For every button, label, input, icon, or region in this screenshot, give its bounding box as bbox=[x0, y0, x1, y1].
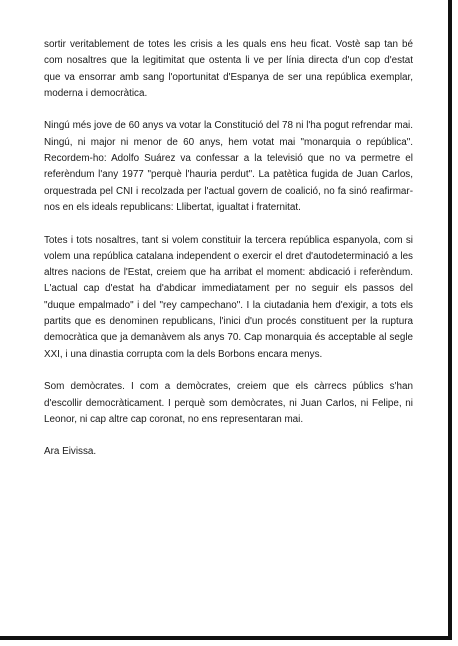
document-body bbox=[44, 37, 413, 461]
signature-line: Ara Eivissa. bbox=[44, 446, 97, 458]
paragraph-2: Ningú més jove de 60 anys va votar la Constitució del 78 ni l'ha pogut refrendar mai. Ningú, ni major ni menor de 60 anys, hem votat mai "monarquia o república". Recordem-ho: Adolfo Suárez va confessar a la televisió que no va permetre el referèndum l'any 1977 "perquè l'hauria perdut". La patètica fugida de Juan Carlos, orquestrada pel CNI i recolzada per l'actual govern de coalició, no fa sinó reafirmar-nos en els ideals republicans: Llibertat, igualtat i fraternitat. bbox=[44, 120, 413, 213]
paragraph-4: Som demòcrates. I com a demòcrates, creiem que els càrrecs públics s'han d'escollir democràticament. I perquè som demòcrates, ni Juan Carlos, ni Felipe, ni Leonor, ni cap altre cap coronat, no ens representaran mai. bbox=[44, 381, 413, 425]
paragraph-3: Totes i tots nosaltres, tant si volem constituir la tercera república espanyola, com si volem una república catalana independent o exercir el dret d'autodeterminació a les altres nacions de l'Estat, creiem que ha arribat el moment: abdicació i referèndum. L'actual cap d'estat ha d'abdicar immediatament per no seguir els passos del "duque empalmado" i del "rey campechano". I la ciutadania hem d'exigir, a tots els partits que es denominen republicans, l'inici d'un procés constituent per la ruptura democràtica que ja demanàvem als anys 70. Cap monarquia és acceptable al segle XXI, i una dinastia corrupta com la dels Borbons encara menys. bbox=[44, 234, 413, 360]
paragraph-1: sortir veritablement de totes les crisis a les quals ens heu ficat. Vostè sap tan bé com nosaltres que la legitimitat que ostenta li ve per línia directa d'un cop d'estat que va ensorrar amb sang l'oportunitat d'Espanya de ser una república exemplar, moderna i democràtica. bbox=[44, 39, 413, 99]
